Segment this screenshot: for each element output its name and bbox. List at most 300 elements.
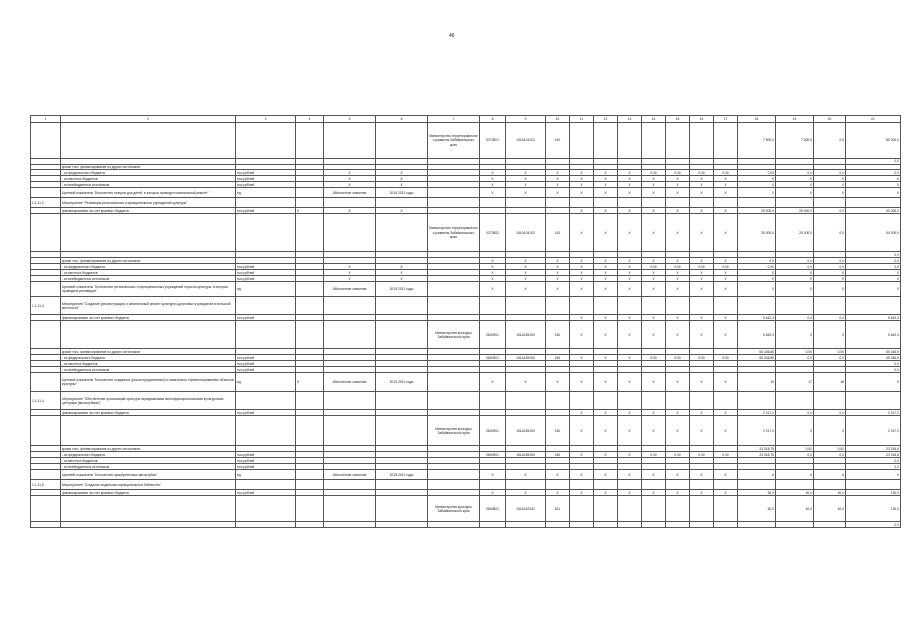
table-cell: Х: [814, 276, 846, 282]
table-cell: [546, 297, 570, 315]
table-cell: Х: [376, 264, 428, 270]
table-cell: Х: [570, 276, 594, 282]
table-cell: [61, 123, 236, 159]
table-cell: Х: [594, 270, 618, 276]
table-cell: Х: [618, 258, 642, 264]
table-cell: [642, 297, 666, 315]
table-cell: [31, 522, 61, 528]
table-cell: [666, 123, 690, 159]
table-cell: Х: [714, 321, 738, 349]
table-cell: Х: [480, 170, 506, 176]
table-cell: Х: [690, 315, 714, 321]
table-cell: Х: [666, 410, 690, 416]
table-cell: Х: [690, 214, 714, 252]
table-cell: Х: [714, 176, 738, 182]
column-header: 17: [714, 116, 738, 123]
table-cell: 5 642,3: [738, 315, 776, 321]
table-cell: Х: [506, 276, 546, 282]
table-cell: Х: [618, 264, 642, 270]
table-cell: Х: [642, 176, 666, 182]
table-cell: 19: [738, 373, 776, 392]
table-cell: Х: [296, 373, 324, 392]
table-cell: - из местных бюджетов: [61, 176, 236, 182]
table-cell: Х: [480, 258, 506, 264]
table-cell: 65 346,85: [738, 349, 776, 355]
table-cell: Министерство культуры Забайкальского края: [428, 416, 480, 446]
table-cell: Х: [506, 188, 546, 198]
table-cell: кроме того, финансирование из других источников:: [61, 165, 236, 170]
column-header: 14: [642, 116, 666, 123]
table-cell: 40,0: [814, 490, 846, 496]
table-cell: Х: [480, 282, 506, 297]
table-cell: Х: [714, 373, 738, 392]
table-cell: Х: [642, 490, 666, 496]
table-cell: [506, 522, 546, 528]
table-cell: [480, 392, 506, 410]
table-cell: Целевой показатель "Количество театров для детей, в которых проведен капитальный ремонт": [61, 188, 236, 198]
table-cell: [296, 522, 324, 528]
table-cell: Х: [570, 470, 594, 480]
table-cell: Х: [738, 282, 776, 297]
table-cell: Х: [738, 176, 776, 182]
table-cell: - из внебюджетных источников: [61, 182, 236, 188]
table-cell: [236, 123, 296, 159]
table-cell: ед.: [236, 470, 296, 480]
table-cell: Х: [690, 321, 714, 349]
table-cell: - из федерального бюджета: [61, 264, 236, 270]
table-cell: 17: [776, 373, 814, 392]
table-cell: [428, 470, 480, 480]
table-cell: Целевой показатель "Количество региональных и муниципальных учреждений отрасли культуры, в которых проведена реновация": [61, 282, 236, 297]
table-cell: Х: [546, 188, 570, 198]
table-cell: 0270801: [480, 123, 506, 159]
table-cell: [690, 198, 714, 208]
table-cell: тыс.рублей: [236, 458, 296, 464]
table-cell: Х: [480, 470, 506, 480]
table-cell: Х: [690, 188, 714, 198]
table-cell: [846, 480, 901, 490]
table-cell: 23 318,8: [846, 452, 901, 458]
table-cell: 0840901: [480, 416, 506, 446]
table-cell: 50 000,0: [846, 214, 901, 252]
column-header: 4: [296, 116, 324, 123]
table-cell: Х: [570, 170, 594, 176]
table-cell: Х: [594, 182, 618, 188]
table-cell: [618, 522, 642, 528]
table-cell: Х: [776, 276, 814, 282]
table-cell: [296, 123, 324, 159]
table-cell: Х: [546, 176, 570, 182]
table-cell: 0,00: [642, 355, 666, 361]
table-cell: Х: [618, 355, 642, 361]
table-cell: [236, 416, 296, 446]
table-cell: [31, 416, 61, 446]
table-cell: [814, 522, 846, 528]
table-cell: Х: [570, 355, 594, 361]
table-cell: Х: [690, 208, 714, 214]
table-cell: [296, 392, 324, 410]
table-cell: 25 000,0: [776, 214, 814, 252]
table-cell: [376, 123, 428, 159]
table-cell: Х: [642, 315, 666, 321]
table-cell: тыс.рублей: [236, 208, 296, 214]
table-cell: Х: [642, 258, 666, 264]
table-cell: Х: [570, 490, 594, 496]
table-cell: Х: [738, 276, 776, 282]
table-cell: 130,0: [846, 496, 901, 522]
table-cell: Х: [714, 276, 738, 282]
table-cell: 25 000,0: [738, 208, 776, 214]
table-cell: 65 346,85: [738, 355, 776, 361]
table-cell: [594, 123, 618, 159]
table-cell: Х: [690, 182, 714, 188]
table-cell: Х: [666, 321, 690, 349]
table-cell: [31, 321, 61, 349]
table-cell: Х: [814, 176, 846, 182]
table-cell: 0,00: [642, 452, 666, 458]
table-cell: [376, 480, 428, 490]
table-cell: [570, 522, 594, 528]
column-header: 7: [428, 116, 480, 123]
table-cell: Министерство территориальног о развития Забайкальского края: [428, 214, 480, 252]
table-cell: тыс.рублей: [236, 490, 296, 496]
table-cell: Министерство территориальног о развития Забайкальского края: [428, 123, 480, 159]
table-cell: 1.1.11.3: [31, 297, 61, 315]
table-cell: 0,0: [814, 315, 846, 321]
table-cell: 0840901: [480, 355, 506, 361]
table-cell: Х: [506, 182, 546, 188]
table-cell: [428, 480, 480, 490]
table-cell: Х: [814, 282, 846, 297]
table-cell: Х: [594, 416, 618, 446]
table-cell: [324, 496, 376, 522]
table-cell: Х: [376, 208, 428, 214]
table-cell: [594, 297, 618, 315]
table-cell: Х: [666, 188, 690, 198]
table-cell: Х: [642, 470, 666, 480]
table-cell: [642, 480, 666, 490]
table-cell: 0270802: [480, 214, 506, 252]
table-cell: [428, 282, 480, 297]
table-cell: [296, 198, 324, 208]
table-cell: 0,0: [776, 170, 814, 176]
table-cell: Х: [666, 176, 690, 182]
table-cell: Х: [480, 176, 506, 182]
table-cell: Целевой показатель "Количество приобретенных автоклубов": [61, 470, 236, 480]
table-cell: [428, 297, 480, 315]
table-cell: Х: [642, 282, 666, 297]
table-cell: Х: [376, 276, 428, 282]
table-cell: Х: [666, 416, 690, 446]
table-cell: [776, 522, 814, 528]
table-cell: 0,0: [776, 315, 814, 321]
table-row: [31, 480, 901, 490]
table-cell: Х: [776, 270, 814, 276]
table-cell: Х: [666, 470, 690, 480]
table-cell: тыс.рублей: [236, 410, 296, 416]
table-cell: [236, 496, 296, 522]
table-cell: 0,0: [776, 452, 814, 458]
table-cell: Абсолютное значение: [324, 282, 376, 297]
table-cell: Х: [846, 276, 901, 282]
table-cell: [618, 123, 642, 159]
table-cell: [814, 297, 846, 315]
table-cell: Х: [846, 270, 901, 276]
table-cell: [480, 522, 506, 528]
program-table: [30, 115, 901, 528]
table-cell: [642, 123, 666, 159]
table-cell: Х: [846, 373, 901, 392]
table-cell: Х: [506, 373, 546, 392]
table-cell: Х: [642, 321, 666, 349]
table-cell: Х: [690, 416, 714, 446]
table-cell: 7 500,0: [738, 123, 776, 159]
table-cell: 0,00: [690, 170, 714, 176]
table-cell: Х: [570, 182, 594, 188]
table-cell: 40,0: [776, 490, 814, 496]
table-cell: 240: [546, 416, 570, 446]
table-cell: Х: [814, 182, 846, 188]
table-cell: Х: [594, 176, 618, 182]
table-cell: [31, 470, 61, 480]
table-cell: 1.1.11.5: [31, 480, 61, 490]
table-row: [31, 198, 901, 208]
table-cell: [846, 297, 901, 315]
table-cell: 0840901: [480, 452, 506, 458]
table-cell: 0,00: [666, 355, 690, 361]
table-cell: 151А155190: [506, 452, 546, 458]
table-cell: Х: [618, 416, 642, 446]
table-cell: Х: [618, 270, 642, 276]
table-cell: Целевой показатель "Количество созданных (реконструированных) и капитально отремонтированных объектов культуры": [61, 373, 236, 392]
table-cell: [324, 416, 376, 446]
table-cell: Х: [376, 170, 428, 176]
table-cell: Х: [506, 170, 546, 176]
table-cell: Х: [618, 276, 642, 282]
table-cell: финансирование за счет краевого бюджета: [61, 208, 236, 214]
table-cell: Х: [714, 416, 738, 446]
table-cell: Х: [546, 373, 570, 392]
table-cell: [690, 496, 714, 522]
table-cell: Х: [506, 282, 546, 297]
table-cell: Х: [376, 270, 428, 276]
table-cell: Х: [776, 176, 814, 182]
table-cell: 0,00: [714, 452, 738, 458]
table-cell: [666, 496, 690, 522]
table-cell: Х: [666, 258, 690, 264]
table-cell: [61, 522, 236, 528]
table-cell: [570, 496, 594, 522]
table-cell: Х: [546, 282, 570, 297]
table-cell: 151А152442: [506, 496, 546, 522]
table-cell: 5 642,3: [846, 321, 901, 349]
table-cell: 0,0: [814, 208, 846, 214]
table-cell: Х: [846, 282, 901, 297]
table-cell: Х: [642, 416, 666, 446]
table-cell: Х: [642, 182, 666, 188]
table-cell: 410: [546, 123, 570, 159]
table-cell: [236, 214, 296, 252]
table-cell: 0,0: [776, 355, 814, 361]
table-cell: 0,0: [814, 452, 846, 458]
table-body: [31, 116, 901, 528]
table-cell: [506, 392, 546, 410]
table-cell: Х: [666, 490, 690, 496]
table-cell: Абсолютное значение: [324, 470, 376, 480]
table-cell: 151А104102: [506, 123, 546, 159]
table-cell: 151А104102: [506, 214, 546, 252]
table-cell: [428, 373, 480, 392]
table-cell: [324, 392, 376, 410]
column-header: 11: [570, 116, 594, 123]
table-cell: [690, 480, 714, 490]
table-cell: [236, 321, 296, 349]
table-cell: Х: [324, 276, 376, 282]
table-cell: Х: [642, 373, 666, 392]
table-cell: [324, 480, 376, 490]
table-cell: [546, 480, 570, 490]
table-cell: [506, 297, 546, 315]
table-cell: Х: [570, 176, 594, 182]
table-cell: Х: [570, 264, 594, 270]
table-cell: Х: [690, 258, 714, 264]
column-header: 2: [61, 116, 236, 123]
table-cell: Х: [594, 282, 618, 297]
table-cell: тыс.рублей: [236, 464, 296, 470]
table-cell: Х: [618, 208, 642, 214]
table-cell: [690, 123, 714, 159]
table-cell: 611: [546, 496, 570, 522]
table-cell: 0,0: [814, 355, 846, 361]
table-cell: [61, 214, 236, 252]
table-cell: Х: [594, 208, 618, 214]
table-row: [31, 496, 901, 522]
table-cell: [666, 198, 690, 208]
table-cell: Х: [594, 188, 618, 198]
table-cell: 0840801: [480, 496, 506, 522]
table-cell: [714, 123, 738, 159]
table-cell: [690, 522, 714, 528]
table-cell: Х: [570, 410, 594, 416]
table-cell: 0,00: [642, 170, 666, 176]
table-cell: 25 000,0: [738, 214, 776, 252]
table-cell: [376, 392, 428, 410]
table-cell: [506, 480, 546, 490]
table-cell: Х: [546, 264, 570, 270]
table-cell: Х: [846, 176, 901, 182]
table-cell: [594, 496, 618, 522]
table-cell: Х: [570, 214, 594, 252]
table-cell: Х: [324, 264, 376, 270]
table-cell: 2 017,2: [738, 416, 776, 446]
table-cell: Х: [714, 182, 738, 188]
table-cell: Х: [594, 258, 618, 264]
table-cell: 2019-2021 годы: [376, 470, 428, 480]
table-cell: Х: [376, 182, 428, 188]
table-cell: кроме того, финансирование из других источников:: [61, 349, 236, 355]
table-cell: финансирование за счет краевого бюджета: [61, 410, 236, 416]
table-cell: Х: [594, 315, 618, 321]
table-cell: 0,0: [846, 170, 901, 176]
table-cell: Х: [570, 416, 594, 446]
table-cell: 0,00: [714, 170, 738, 176]
table-cell: 0,0: [846, 458, 901, 464]
table-cell: [428, 188, 480, 198]
table-cell: 0,00: [738, 170, 776, 176]
table-cell: Х: [506, 176, 546, 182]
table-cell: Х: [480, 182, 506, 188]
table-cell: [714, 496, 738, 522]
table-cell: - из местных бюджетов: [61, 458, 236, 464]
table-cell: [546, 198, 570, 208]
table-cell: 151А155190: [506, 355, 546, 361]
table-cell: тыс.рублей: [236, 355, 296, 361]
table-cell: тыс.рублей: [236, 170, 296, 176]
table-cell: [296, 282, 324, 297]
table-cell: 0840901: [480, 321, 506, 349]
table-cell: 0,0: [776, 264, 814, 270]
table-cell: Х: [666, 208, 690, 214]
table-cell: Х: [738, 188, 776, 198]
table-cell: Х: [666, 282, 690, 297]
table-cell: [618, 198, 642, 208]
table-cell: Х: [690, 276, 714, 282]
table-cell: Х: [714, 258, 738, 264]
table-cell: Х: [480, 276, 506, 282]
table-cell: Х: [690, 282, 714, 297]
table-cell: [666, 297, 690, 315]
page-number: 46: [449, 33, 455, 39]
table-cell: 0,0: [814, 123, 846, 159]
table-cell: Х: [570, 188, 594, 198]
table-cell: Х: [618, 452, 642, 458]
table-cell: [296, 480, 324, 490]
table-cell: 2019-2021 годы: [376, 282, 428, 297]
table-cell: Х: [570, 208, 594, 214]
table-cell: [324, 198, 376, 208]
table-cell: 0,0: [776, 410, 814, 416]
table-cell: 0: [776, 470, 814, 480]
table-cell: 0,00: [776, 349, 814, 355]
column-header: 5: [324, 116, 376, 123]
table-cell: 5 642,3: [738, 321, 776, 349]
table-cell: тыс.рублей: [236, 176, 296, 182]
table-cell: финансирование за счет краевого бюджета: [61, 315, 236, 321]
table-cell: Х: [570, 315, 594, 321]
table-cell: [642, 522, 666, 528]
table-cell: 23 318,75: [738, 452, 776, 458]
table-cell: Х: [618, 214, 642, 252]
table-cell: [61, 496, 236, 522]
table-cell: 0,0: [846, 522, 901, 528]
table-row: [31, 188, 901, 198]
table-cell: [31, 373, 61, 392]
table-cell: Министерство культуры Забайкальского края: [428, 321, 480, 349]
table-cell: [296, 321, 324, 349]
table-cell: 23 318,8: [846, 446, 901, 452]
table-cell: 0,00: [666, 170, 690, 176]
table-row: [31, 321, 901, 349]
table-cell: Х: [846, 182, 901, 188]
table-cell: [546, 522, 570, 528]
header-row: [31, 116, 901, 123]
table-cell: [814, 392, 846, 410]
table-cell: Х: [690, 373, 714, 392]
table-cell: Х: [324, 208, 376, 214]
table-cell: [236, 522, 296, 528]
table-cell: тыс.рублей: [236, 182, 296, 188]
table-cell: [776, 392, 814, 410]
